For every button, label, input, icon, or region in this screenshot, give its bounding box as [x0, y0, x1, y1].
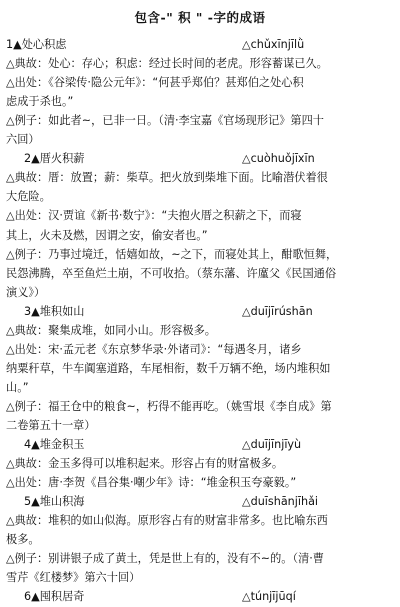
text-line: 六回）	[6, 133, 40, 147]
idiom-heading	[6, 152, 394, 166]
text-line: 雪芹《红楼梦》第六十回）	[6, 571, 141, 585]
text-line: 大危险。	[6, 190, 51, 204]
idiom-title: 2▲厝火积薪	[24, 152, 85, 166]
idiom-title: 6▲囤积居奇	[24, 590, 85, 604]
text-line: 其上，火未及燃，因谓之安，偷安者也。”	[6, 228, 208, 242]
text-line: △出处：唐·李贺《昌谷集·嘲少年》诗：“堆金积玉夸豪毅。”	[6, 476, 297, 490]
text-line: 极多。	[6, 533, 40, 547]
text-line: 山。”	[6, 380, 29, 394]
text-line: △典故：厝：放置；薪：柴草。把火放到柴堆下面。比喻潜伏着很	[6, 171, 328, 185]
idiom-heading	[6, 305, 394, 319]
idiom-pinyin: △duījīrúshān	[242, 304, 313, 318]
text-line: △例子：福王仓中的粮食~，朽得不能再吃。（姚雪垠《李自成》第	[6, 399, 332, 413]
text-line: 二卷第五十一章）	[6, 419, 96, 432]
text-line: △出处：《谷梁传·隐公元年》：“何甚乎郑伯？甚郑伯之处心积	[6, 76, 304, 90]
idiom-pinyin: △cuòhuǒjīxīn	[242, 152, 315, 166]
text-line: △典故：聚集成堆，如同小山。形容极多。	[6, 323, 216, 337]
idiom-heading	[6, 38, 394, 52]
text-line: 虑成于杀也。”	[6, 95, 74, 109]
idiom-pinyin: △duīshānjīhǎi	[242, 495, 319, 509]
text-line: △典故：处心：存心；积虑：经过长时间的老虎。形容蓄谋已久。	[6, 57, 328, 71]
idiom-pinyin: △túnjījūqí	[242, 590, 296, 604]
text-line: △例子：别讲银子成了黄土，凭是世上有的，没有不~的。（清·曹	[6, 552, 324, 566]
text-line: 民怨沸腾，卒至鱼烂土崩，不可收拾。（蔡东藩、许廑父《民国通俗	[6, 266, 337, 280]
idiom-pinyin: △duījīnjīyù	[242, 438, 302, 452]
text-line: △出处：汉·贾谊《新书·数宁》：“夫抱火厝之积薪之下，而寝	[6, 209, 302, 223]
idiom-title: 3▲堆积如山	[24, 304, 85, 318]
idiom-title: 5▲堆山积海	[24, 495, 85, 509]
text-line: 演义》）	[6, 285, 46, 299]
text-line: △例子：乃事过境迁，恬嬉如故，~之下，而寝处其上，酣歌恒舞，	[6, 247, 338, 261]
idiom-heading	[6, 590, 394, 604]
text-line: △出处：宋·孟元老《东京梦华录·外诸司》：“每遇冬月，诸乡	[6, 342, 302, 356]
text-line: △例子：如此者~，已非一日。（清·李宝嘉《官场现形记》第四十	[6, 114, 324, 128]
text-line: △典故：金玉多得可以堆积起来。形容占有的财富极多。	[6, 457, 284, 471]
idiom-heading	[6, 438, 394, 452]
idiom-title: 1▲处心积虑	[6, 38, 67, 51]
text-line: △典故：堆积的如山似海。原形容占有的财富非常多。也比喻东西	[6, 514, 328, 528]
idiom-title: 4▲堆金积玉	[24, 438, 85, 452]
idiom-heading	[6, 495, 394, 509]
idiom-pinyin: △chǔxīnjīlǜ	[242, 38, 305, 51]
text-line: 纳粟秆草，牛车阗塞道路，车尾相衔，数千万辆不绝，场内堆积如	[6, 361, 331, 375]
page-title: 包含-" 积 " -字的成语	[134, 10, 266, 25]
